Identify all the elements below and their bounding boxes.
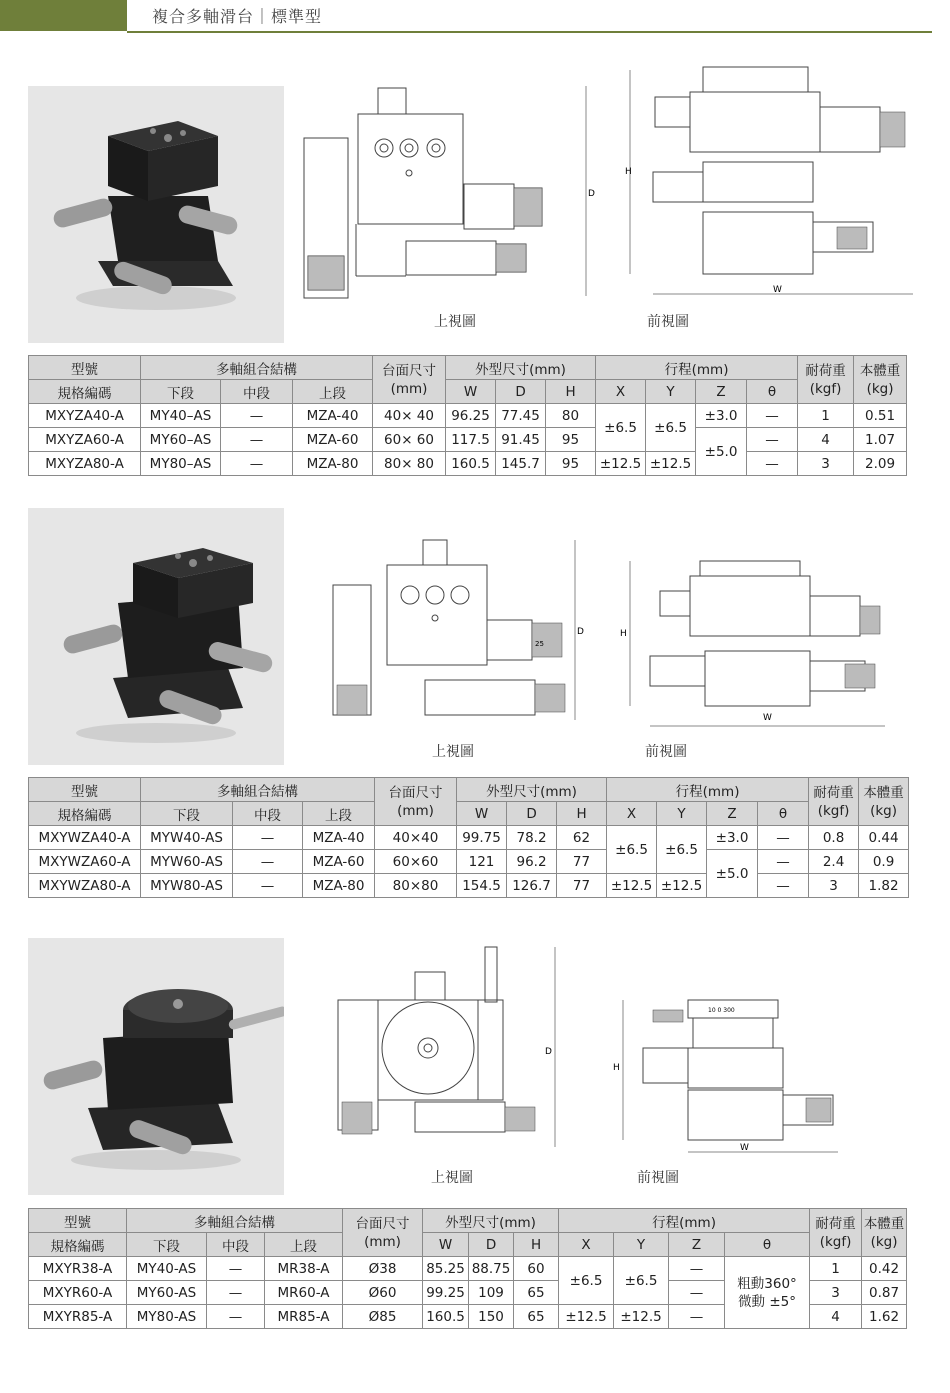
table-cell: Z <box>669 1233 725 1257</box>
th-model: 型號 <box>29 356 141 380</box>
table-cell: 91.45 <box>496 428 546 452</box>
table-cell: X <box>607 802 657 826</box>
table-cell: — <box>233 826 303 850</box>
dim-h-label: H <box>625 167 632 177</box>
table-cell: MYW40-AS <box>141 826 233 850</box>
table-cell: MXYWZA80-A <box>29 874 141 898</box>
table-cell: 中段 <box>207 1233 265 1257</box>
th-structure: 多軸組合結構 <box>141 356 373 380</box>
table-cell: 2.4 <box>809 850 859 874</box>
th-code: 規格編碼 <box>29 380 141 404</box>
th-outer: 外型尺寸(mm) <box>446 356 596 380</box>
table-cell: 160.5 <box>446 452 496 476</box>
table-cell: ±6.5 <box>614 1257 669 1305</box>
caption-front-view-3: 前視圖 <box>637 1170 679 1186</box>
page-title: 複合多軸滑台｜標準型 <box>152 7 323 26</box>
caption-top-view-2: 上視圖 <box>432 744 474 760</box>
table-cell: 65 <box>514 1305 559 1329</box>
table-cell: ±6.5 <box>559 1257 614 1305</box>
table-cell: 40×40 <box>375 826 457 850</box>
svg-text:H: H <box>613 1063 620 1073</box>
table-cell: 台面尺寸 (mm) <box>343 1209 423 1257</box>
table-cell: ±3.0 <box>707 826 758 850</box>
table-row <box>29 874 909 898</box>
table-cell: 外型尺寸(mm) <box>457 778 607 802</box>
table-cell: D <box>507 802 557 826</box>
table-cell: 126.7 <box>507 874 557 898</box>
table-cell: 96.25 <box>446 404 496 428</box>
table-cell: MXYWZA40-A <box>29 826 141 850</box>
table-cell: 多軸組合結構 <box>127 1209 343 1233</box>
table-cell: θ <box>758 802 809 826</box>
th-travel: 行程(mm) <box>596 356 798 380</box>
table-row <box>29 452 907 476</box>
table-cell: MZA-80 <box>293 452 373 476</box>
header-accent-band <box>0 0 127 31</box>
table-cell: 96.2 <box>507 850 557 874</box>
product-photo-xywz-stage <box>28 508 284 765</box>
dim-d-label: D <box>588 189 595 199</box>
table-cell: — <box>758 826 809 850</box>
table-cell: Ø38 <box>343 1257 423 1281</box>
table-cell: 77 <box>557 874 607 898</box>
table-cell: 60×60 <box>375 850 457 874</box>
table-cell: ±6.5 <box>607 826 657 874</box>
table-cell: 多軸組合結構 <box>141 778 375 802</box>
table-cell: 本體重 (kg) <box>862 1209 907 1257</box>
front-view-drawing-3 <box>608 990 853 1164</box>
top-view-drawing-2 <box>325 530 600 734</box>
table-cell: 4 <box>810 1305 862 1329</box>
dim-w-label: W <box>773 285 782 295</box>
table-cell: D <box>469 1233 514 1257</box>
table-cell: Ø60 <box>343 1281 423 1305</box>
table-cell: 型號 <box>29 1209 127 1233</box>
table-cell: MY40-AS <box>127 1257 207 1281</box>
table-cell: 109 <box>469 1281 514 1305</box>
table-cell: MZA-60 <box>303 850 375 874</box>
table-cell: ±12.5 <box>607 874 657 898</box>
table-cell: — <box>758 850 809 874</box>
table-cell: 1 <box>798 404 854 428</box>
table-cell: 3 <box>810 1281 862 1305</box>
table-cell: MZA-40 <box>303 826 375 850</box>
table-cell: Y <box>646 380 696 404</box>
table-cell: MXYZA80-A <box>29 452 141 476</box>
table-cell: MXYR60-A <box>29 1281 127 1305</box>
table-cell: 60 <box>514 1257 559 1281</box>
table-cell: MZA-40 <box>293 404 373 428</box>
table-cell: MR60-A <box>265 1281 343 1305</box>
header-rule <box>127 31 932 33</box>
table-cell: 0.42 <box>862 1257 907 1281</box>
table-cell: Z <box>707 802 758 826</box>
table-cell: W <box>457 802 507 826</box>
table-cell: 1 <box>810 1257 862 1281</box>
table-cell: 80× 80 <box>373 452 446 476</box>
table-cell: 99.75 <box>457 826 507 850</box>
table-cell: 規格編碼 <box>29 1233 127 1257</box>
table-cell: 耐荷重 (kgf) <box>810 1209 862 1257</box>
table-cell: — <box>233 874 303 898</box>
table-cell: 外型尺寸(mm) <box>423 1209 559 1233</box>
table-cell: — <box>233 850 303 874</box>
svg-text:D: D <box>577 627 584 637</box>
table-cell: Y <box>614 1233 669 1257</box>
table-row <box>29 428 907 452</box>
table-cell: — <box>747 428 798 452</box>
table-cell: 0.87 <box>862 1281 907 1305</box>
spec-table-3 <box>28 1208 907 1329</box>
table-cell: θ <box>725 1233 810 1257</box>
table-cell: W <box>446 380 496 404</box>
table-cell: — <box>207 1257 265 1281</box>
table-cell: MXYR85-A <box>29 1305 127 1329</box>
table-cell: MY60-AS <box>127 1281 207 1305</box>
top-view-drawing-3 <box>330 942 570 1161</box>
table-cell: ±12.5 <box>614 1305 669 1329</box>
table-cell: W <box>423 1233 469 1257</box>
table-cell: Z <box>696 380 747 404</box>
table-cell: 88.75 <box>469 1257 514 1281</box>
product-photo-xyr-stage <box>28 938 284 1195</box>
table-cell: 台面尺寸 (mm) <box>375 778 457 826</box>
table-cell: 0.9 <box>859 850 909 874</box>
table-cell: 0.8 <box>809 826 859 850</box>
table-cell: 下段 <box>141 802 233 826</box>
table-cell: 117.5 <box>446 428 496 452</box>
table-row <box>29 1257 907 1281</box>
table-cell: 95 <box>546 452 596 476</box>
table-cell: 77 <box>557 850 607 874</box>
svg-text:H: H <box>620 629 627 639</box>
table-cell: MXYWZA60-A <box>29 850 141 874</box>
table-cell: — <box>669 1305 725 1329</box>
table-cell: 160.5 <box>423 1305 469 1329</box>
table-cell: 0.44 <box>859 826 909 850</box>
table-cell: MR38-A <box>265 1257 343 1281</box>
table-cell: 1.82 <box>859 874 909 898</box>
table-cell: — <box>207 1305 265 1329</box>
table-cell: ±5.0 <box>707 850 758 898</box>
table-cell: MY80–AS <box>141 452 221 476</box>
table-cell: 150 <box>469 1305 514 1329</box>
th-weight: 本體重 (kg) <box>854 356 907 404</box>
table-cell: 本體重 (kg) <box>859 778 909 826</box>
table-cell: 2.09 <box>854 452 907 476</box>
table-row <box>29 404 907 428</box>
table-cell: — <box>669 1257 725 1281</box>
table-cell: MY60–AS <box>141 428 221 452</box>
product-photo-xyz-stage <box>28 86 284 343</box>
theta-merged-cell: 粗動360° 微動 ±5° <box>725 1257 810 1329</box>
table-cell: MXYR38-A <box>29 1257 127 1281</box>
spec-table-1 <box>28 355 907 476</box>
table-cell: 99.25 <box>423 1281 469 1305</box>
table-cell: ±12.5 <box>657 874 707 898</box>
table-cell: 145.7 <box>496 452 546 476</box>
table-cell: MXYZA60-A <box>29 428 141 452</box>
svg-text:W: W <box>740 1143 749 1153</box>
table-cell: ±12.5 <box>646 452 696 476</box>
svg-text:W: W <box>763 713 772 723</box>
table-cell: Ø85 <box>343 1305 423 1329</box>
table-row <box>29 826 909 850</box>
table-cell: θ <box>747 380 798 404</box>
table-cell: ±6.5 <box>657 826 707 874</box>
table-cell: 行程(mm) <box>607 778 809 802</box>
table-cell: X <box>559 1233 614 1257</box>
table-cell: ±6.5 <box>646 404 696 452</box>
table-cell: 0.51 <box>854 404 907 428</box>
table-cell: H <box>514 1233 559 1257</box>
table-cell: ±6.5 <box>596 404 646 452</box>
caption-front-view: 前視圖 <box>647 314 689 330</box>
table-cell: MYW60-AS <box>141 850 233 874</box>
table-cell: 規格編碼 <box>29 802 141 826</box>
table-cell: 中段 <box>233 802 303 826</box>
table-cell: 1.62 <box>862 1305 907 1329</box>
table-cell: 77.45 <box>496 404 546 428</box>
table-cell: D <box>496 380 546 404</box>
front-view-drawing-1 <box>625 62 925 306</box>
table-cell: 62 <box>557 826 607 850</box>
svg-text:D: D <box>545 1047 552 1057</box>
table-cell: 型號 <box>29 778 141 802</box>
table-cell: MY80-AS <box>127 1305 207 1329</box>
table-cell: 3 <box>809 874 859 898</box>
table-cell: MY40–AS <box>141 404 221 428</box>
th-load: 耐荷重 (kgf) <box>798 356 854 404</box>
th-table-size: 台面尺寸 (mm) <box>373 356 446 404</box>
table-cell: 行程(mm) <box>559 1209 810 1233</box>
table-cell: 154.5 <box>457 874 507 898</box>
table-cell: 60× 60 <box>373 428 446 452</box>
table-cell: ±3.0 <box>696 404 747 428</box>
table-cell: 78.2 <box>507 826 557 850</box>
table-cell: X <box>596 380 646 404</box>
table-cell: ±12.5 <box>596 452 646 476</box>
table-cell: — <box>758 874 809 898</box>
front-view-drawing-2 <box>615 556 895 735</box>
table-cell: 1.07 <box>854 428 907 452</box>
top-view-drawing-1 <box>296 76 596 310</box>
table-cell: H <box>557 802 607 826</box>
table-cell: 80 <box>546 404 596 428</box>
table-cell: 下段 <box>127 1233 207 1257</box>
table-cell: MR85-A <box>265 1305 343 1329</box>
th-upper: 上段 <box>293 380 373 404</box>
table-cell: H <box>546 380 596 404</box>
table-cell: — <box>747 404 798 428</box>
table-cell: ±5.0 <box>696 428 747 476</box>
table-cell: ±12.5 <box>559 1305 614 1329</box>
table-cell: 上段 <box>303 802 375 826</box>
table-cell: 65 <box>514 1281 559 1305</box>
table-cell: 85.25 <box>423 1257 469 1281</box>
table-cell: 80×80 <box>375 874 457 898</box>
table-cell: — <box>221 404 293 428</box>
table-cell: MYW80-AS <box>141 874 233 898</box>
table-cell: 3 <box>798 452 854 476</box>
table-cell: 121 <box>457 850 507 874</box>
table-cell: — <box>207 1281 265 1305</box>
table-cell: MXYZA40-A <box>29 404 141 428</box>
table-cell: Y <box>657 802 707 826</box>
table-cell: — <box>747 452 798 476</box>
th-middle: 中段 <box>221 380 293 404</box>
table-cell: — <box>221 452 293 476</box>
scale-label-dial: 10 0 300 <box>708 1007 735 1014</box>
table-cell: MZA-60 <box>293 428 373 452</box>
table-cell: MZA-80 <box>303 874 375 898</box>
table-row <box>29 850 909 874</box>
caption-front-view-2: 前視圖 <box>645 744 687 760</box>
th-lower: 下段 <box>141 380 221 404</box>
caption-top-view: 上視圖 <box>434 314 476 330</box>
table-cell: 4 <box>798 428 854 452</box>
table-cell: 耐荷重 (kgf) <box>809 778 859 826</box>
table-cell: 95 <box>546 428 596 452</box>
scale-label-25: 25 <box>535 640 544 648</box>
spec-table-2 <box>28 777 909 898</box>
table-cell: 40× 40 <box>373 404 446 428</box>
table-cell: — <box>669 1281 725 1305</box>
table-cell: — <box>221 428 293 452</box>
caption-top-view-3: 上視圖 <box>431 1170 473 1186</box>
table-cell: 上段 <box>265 1233 343 1257</box>
